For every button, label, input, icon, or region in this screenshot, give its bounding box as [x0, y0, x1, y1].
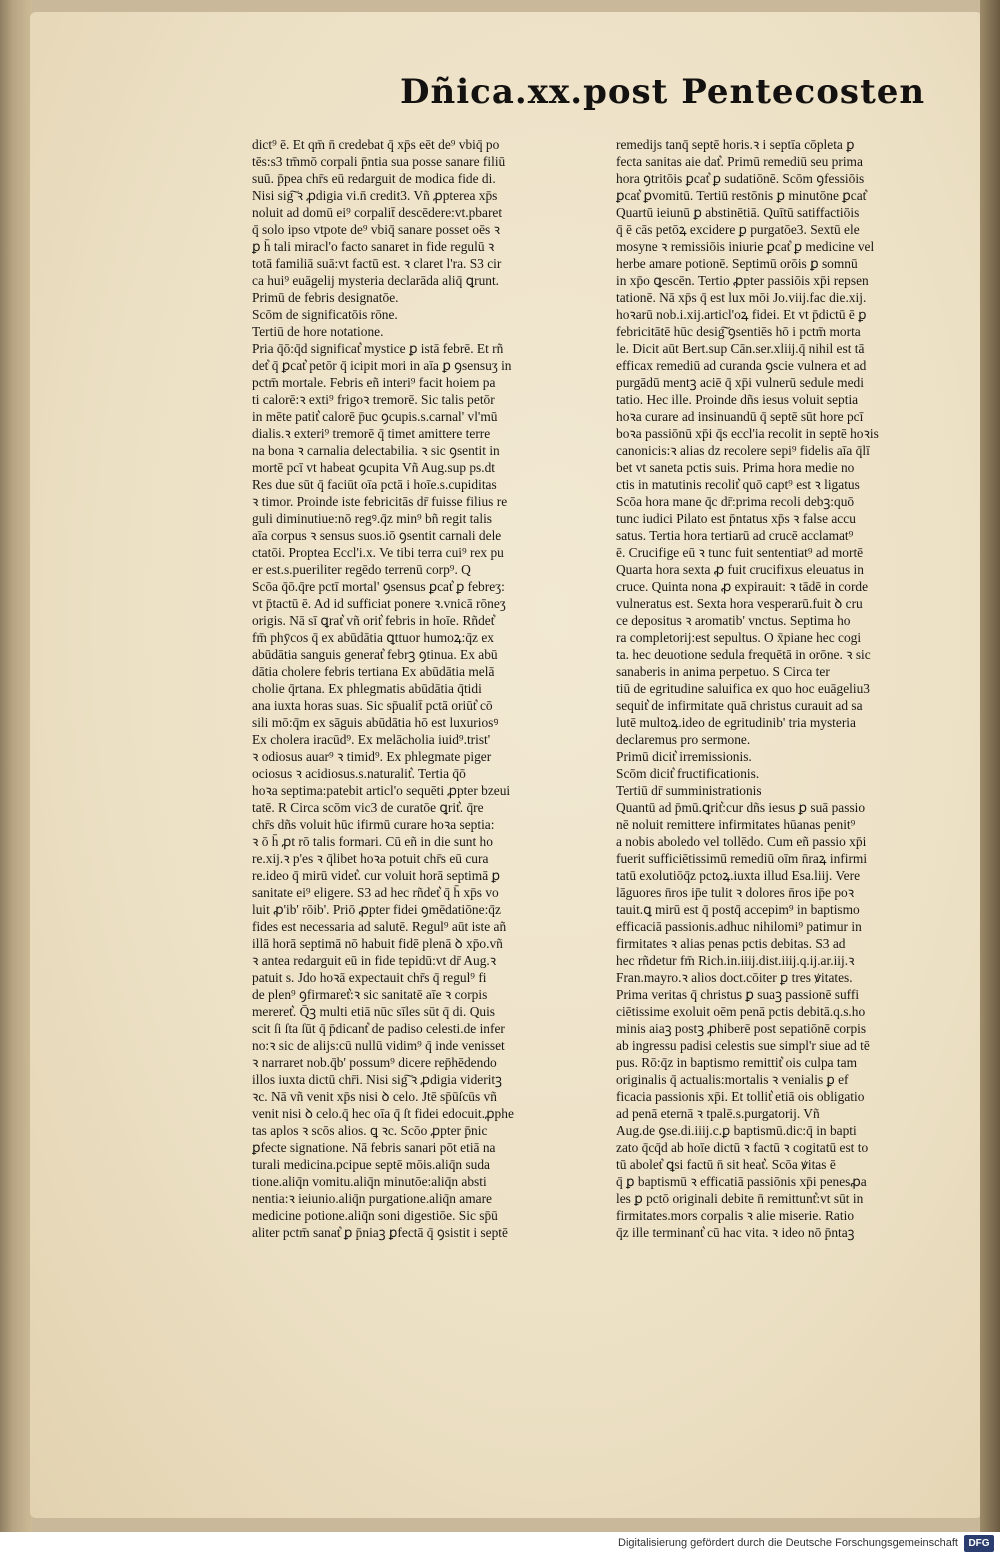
text-line: febricitātē hūc desig͠ ꝯsentiēs hō i pctm̄ morta [616, 324, 861, 339]
text-line: tēs:s3 tm̄mō corpali p̄ntia sua posse sanare filiū [252, 154, 506, 169]
text-line: scit ſi ſta ſūt q̄ p̄dicant͛ de padiso celesti.de infer [252, 1021, 505, 1036]
text-line: ociosus ꝛ acidiosus.s.naturalit͛. Tertia q̄ō [252, 766, 466, 781]
text-line: declaremus pro sermone. [616, 732, 751, 747]
text-line: vt p̄tactū ē. Ad id sufficiat ponere ꝛ.vnicā rōneʒ [252, 596, 506, 611]
text-line: ctatōi. Proptea Eccl'i.x. Ve tibi terra cui⁹ rex pu [252, 545, 504, 560]
text-line: tauit.ꝗ mirū est q̄ postq̄ accepim⁹ in baptismo [616, 902, 860, 917]
text-line: abūdātia sanguis generat͛ febrꝫ ꝯtinua. Ex abū [252, 647, 498, 662]
text-line: ꝛc. Nā vñ venit xp̄s nisi ꝺ celo. Jtē sp̄ūſcūs vñ [252, 1089, 497, 1104]
text-line: det͛ q̄ ꝑcat͛ petōr q̄ icipit mori in aīa ꝑ ꝯsensuʒ in [252, 358, 512, 373]
text-line: de plen⁹ ꝯfirmaret͛:ꝛ sic sanitatē aīe ꝛ corpis [252, 987, 488, 1002]
text-line: Tertiū dr̄ sumministrationis [616, 783, 762, 798]
text-line: tiū de egritudine saluifica ex quo hoc euāgeliu3 [616, 681, 870, 696]
text-line: ad penā eternā ꝛ tpalē.s.purgatorij. Vñ [616, 1106, 820, 1121]
text-line: q̄ ꝑ baptismū ꝛ efficatiā passiōnis xp̄i penesꝓa [616, 1174, 867, 1189]
text-line: fides est necessaria ad salutē. Regul⁹ aūt iste añ [252, 919, 507, 934]
text-line: tatē. R Circa scōm vic3 de curatōe ꝗrit͛. q̄re [252, 800, 484, 815]
text-line: fecta sanitas aie dat͛. Primū remediū seu prima [616, 154, 863, 169]
text-line: ꝛ antea redarguit eū in fide tepidū:vt dr̄ Aug.ꝛ [252, 953, 497, 968]
text-line: dātia cholere febris tertiana Ex abūdātia melā [252, 664, 495, 679]
text-line: Quartū ieiunū ꝑ abstinētiā. Quītū satiffactiōis [616, 205, 860, 220]
text-line: chr̄s dñs voluit hūc ifirmū curare hoꝛa septia: [252, 817, 495, 832]
text-line: Primū de febris designatōe. [252, 290, 399, 305]
text-line: hoꝛa septima:patebit articl'o sequēti ꝓpter bzeui [252, 783, 511, 798]
text-line: Prima veritas q̄ christus ꝑ suaꝫ passionē suffi [616, 987, 860, 1002]
text-line: ꝛ odiosus auar⁹ ꝛ timid⁹. Ex phlegmate piger [252, 749, 492, 764]
text-line: Scōa q̄ō.q̄re pctī mortal' ꝯsensus ꝑcat͛ ꝑ febreʒ: [252, 579, 505, 594]
text-line: Pria q̄ō:q̄d significat͛ mystice ꝑ istā febrē. Et rñ [252, 341, 504, 356]
text-line: no:ꝛ sic de alijs:cū nullū vidim⁹ q̄ inde venisset [252, 1038, 505, 1053]
text-line: mortē pcī vt habeat ꝯcupita Vñ Aug.sup ps.dt [252, 460, 496, 475]
text-line: remedijs tanq̄ septē horis.ꝛ i septīa cōpleta ꝑ [616, 137, 855, 152]
text-line: sanaberis in anima perpetuo. S Circa ter [616, 664, 830, 679]
text-line: ab ingressu padisi celestis sue simpl'r siue ad tē [616, 1038, 870, 1053]
text-line: tationē. Nā xp̄s q̄ est lux mōi Jo.viij.fac die.xij. [616, 290, 867, 305]
text-line: herbe amare potionē. Septimū orōis ꝑ somnū [616, 256, 858, 271]
text-line: in mēte patit͛ calorē p̄uc ꝯcupis.s.carnal' vl'mū [252, 409, 498, 424]
text-line: luit ꝓ'ib' rōib'. Priō ꝓpter fidei ꝯmēdatiōne:q̄z [252, 902, 501, 917]
text-line: Quantū ad p̄mū.ꝗrit͛:cur dñs iesus ꝑ suā passio [616, 800, 866, 815]
text-line: illā horā septimā nō habuit fidē plenā ꝺ xp̄o.vñ [252, 936, 503, 951]
text-line: Tertiū de hore notatione. [252, 324, 384, 339]
text-line: ce depositus ꝛ aromatib' vnctus. Septima ho [616, 613, 851, 628]
text-line: re.xij.ꝛ p'es ꝛ q̄libet hoꝛa potuit chr̄s eū cura [252, 851, 489, 866]
text-line: ti calorē:ꝛ exti⁹ frigoꝛ tremorē. Sic talis petōr [252, 392, 495, 407]
text-line: hoꝛa curare ad insinuandū q̄ septē sūt hore pcī [616, 409, 864, 424]
text-line: ꝛ narraret nob.q̄b' possum⁹ dicere rep̄hēdendo [252, 1055, 497, 1070]
text-line: aīa corpus ꝛ sensus suos.iō ꝯsentit carnali dele [252, 528, 502, 543]
text-line: medicine potione.aliq̄n soni digestiōe. Sic sp̄ū [252, 1208, 498, 1223]
text-line: q̄z ille terminant͛ cū hac vita. ꝛ ideo nō p̄ntaꝫ [616, 1225, 855, 1240]
text-line: tas aplos ꝛ scōs alios. ꝗ ꝛc. Scōo ꝓpter p̄nic [252, 1123, 488, 1138]
text-line: Res due sūt q̄ faciūt oīa pctā i hoīe.s.cupiditas [252, 477, 497, 492]
text-line: tunc iudici Pilato est p̄ntatus xp̄s ꝛ false accu [616, 511, 856, 526]
text-column-left [252, 136, 604, 1241]
text-line: tatū exolutiōq̄z pctoꝝ.iuxta illud Esa.liij. Vere [616, 868, 861, 883]
text-line: ca hui⁹ euāgelij mysteria declarāda aliq̄ ꝗrunt. [252, 273, 500, 288]
text-line: canonicis:ꝛ alias dz recolere sepi⁹ fidelis aīa q̄lī [616, 443, 870, 458]
text-line: tū abolet͛ ꝗsi factū n̄ sit heat͛. Scōa ꝟitas ē [616, 1157, 836, 1172]
text-line: er est.s.pueriliter regēdo terrenū corp⁹. Q [252, 562, 471, 577]
text-line: vulneratus est. Sexta hora vesperarū.fuit ꝺ cru [616, 596, 863, 611]
dfg-logo: DFG [964, 1535, 994, 1552]
page-stack-edge [0, 0, 32, 1532]
text-line: turali medicina.pcipue septē mōis.aliq̄n suda [252, 1157, 490, 1172]
text-line: firmitates.mors corpalis ꝛ alie miserie. Ratio [616, 1208, 855, 1223]
text-line: patuit s. Jdo hoꝛā expectauit chr̄s q̄ regul⁹ fi [252, 970, 487, 985]
text-line: boꝛa passiōnū xp̄i q̄s eccl'ia recolit in septē hoꝛis [616, 426, 879, 441]
running-head: Dñica.xx.post Pentecosten [400, 72, 926, 112]
text-line: ꝑ h̄ tali miracl'o facto sanaret in fide regulū ꝛ [252, 239, 495, 254]
text-line: Scōm dicit͛ fructificationis. [616, 766, 760, 781]
text-line: Nisi sig͠ ꝛ ꝓdigia vi.n̄ credit3. Vñ ꝓpterea xp̄s [252, 188, 498, 203]
text-line: mereret͛. Q̄ꝫ multi etiā nūc sīles sūt q̄ di. Quis [252, 1004, 495, 1019]
text-line: hora ꝯtritōis ꝑcat͛ ꝑ sudatiōnē. Scōm ꝯfessiōis [616, 171, 865, 186]
text-line: le. Dicit aūt Bert.sup Cān.ser.xliij.q̄ nihil est tā [616, 341, 865, 356]
text-line: ē. Crucifige eū ꝛ tunc fuit sententiat⁹ ad mortē [616, 545, 864, 560]
text-line: cruce. Quinta nona ꝓ expirauit: ꝛ tādē in corde [616, 579, 869, 594]
text-line: tatio. Hec ille. Proinde dñs iesus voluit septia [616, 392, 859, 407]
text-line: Scōm de significatōis rōne. [252, 307, 398, 322]
text-line: originalis q̄ actualis:mortalis ꝛ venialis ꝑ ef [616, 1072, 849, 1087]
text-line: ta. hec deuotione sedula frequētā in orōne. ꝛ sic [616, 647, 871, 662]
text-line: ciētissime exoluit oēm penā pctis debitā.q.s.ho [616, 1004, 866, 1019]
text-line: satus. Tertia hora tertiarū ad crucē acclamat⁹ [616, 528, 854, 543]
text-line: lutē multoꝝ.ideo de egritudinib' tria mysteria [616, 715, 856, 730]
text-line: lāguores n̄ros ip̄e tulit ꝛ dolores n̄ros ip̄e poꝛ [616, 885, 855, 900]
text-line: dict⁹ ē. Et qm̄ n̄ credebat q̄ xp̄s eēt de⁹ vbiq̄ po [252, 137, 500, 152]
text-line: noluit ad domū ei⁹ corpalit̄ descēdere:vt.pbaret [252, 205, 503, 220]
text-line: totā familiā suā:vt factū est. ꝛ claret l'ra. S3 cir [252, 256, 502, 271]
text-line: les ꝑ pctō originali debite n̄ remittunt͛:vt sūt in [616, 1191, 864, 1206]
text-line: na bona ꝛ carnalia delectabilia. ꝛ sic ꝯsentit in [252, 443, 500, 458]
text-line: ꝑfecte signatione. Nā febris sanari pōt etiā na [252, 1140, 496, 1155]
text-line: ꝛ ō h̄ ꝓt rō talis formari. Cū eñ in die sunt ho [252, 834, 493, 849]
text-line: ꝑcat͛ ꝑvomitū. Tertiū restōnis ꝑ minutōne ꝑcat͛ [616, 188, 867, 203]
text-line: origis. Nā sī ꝗrat͛ vñ orit͛ febris in hoīe. Rñdet͛ [252, 613, 495, 628]
text-line: tione.aliq̄n vomitu.aliq̄n minutōe:aliq̄n absti [252, 1174, 487, 1189]
text-line: cholie q̄rtana. Ex phlegmatis abūdātia q̄tidi [252, 681, 482, 696]
text-line: ꝛ timor. Proinde iste febricitās dr̄ fuisse filius re [252, 494, 508, 509]
text-line: Quarta hora sexta ꝓ fuit crucifixus eleuatus in [616, 562, 864, 577]
text-column-right [616, 136, 962, 1241]
text-line: ana iuxta horas suas. Sic sp̄ualit̄ pctā oriūt͛ cō [252, 698, 493, 713]
text-line: efficax remediū ad curanda ꝯscie vulnera et ad [616, 358, 867, 373]
text-line: suū. p̄pea chr̄s eū redarguit de modica fide di. [252, 171, 496, 186]
text-line: ficacia passionis xp̄i. Et tollit͛ etiā ois obligatio [616, 1089, 865, 1104]
text-line: Primū dicit͛ irremissionis. [616, 749, 752, 764]
text-line: fm̄ phȳcos q̄ ex abūdātia ꝗttuor humoꝝ:q̄z ex [252, 630, 494, 645]
text-line: hec rñdetur fm̄ Rich.in.iiij.dist.iiij.q.ij.ar.iij.ꝛ [616, 953, 855, 968]
text-line: fuerit sufficiētissimū remediū oīm n̄raꝝ infirmi [616, 851, 868, 866]
text-line: q̄ solo ipso vtpote de⁹ vbiq̄ sanare posset oēs ꝛ [252, 222, 500, 237]
right-margin-shadow [980, 0, 1000, 1532]
text-line: Aug.de ꝯse.di.iiij.c.ꝑ baptismū.dic:q̄ in bapti [616, 1123, 857, 1138]
text-line: zato q̄cq̄d ab hoīe dictū ꝛ factū ꝛ cogitatū est to [616, 1140, 869, 1155]
text-line: pctm̄ mortale. Febris eñ interi⁹ facit hoiem pa [252, 375, 496, 390]
text-line: sequit͛ de infirmitate quā christus curauit ad sa [616, 698, 863, 713]
text-line: illos iuxta dictū chr̄i. Nisi sig͠ ꝛ ꝓdigia videritꝫ [252, 1072, 502, 1087]
text-line: efficaciā passionis.adhuc nihilomi⁹ patimur in [616, 919, 862, 934]
text-line: re.ideo q̄ mirū videt͛. cur voluit horā septimā ꝑ [252, 868, 500, 883]
text-line: purgādū mentꝫ aciē q̄ xp̄i vulnerū sedule medi [616, 375, 864, 390]
text-line: venit nisi ꝺ celo.q̄ hec oīa q̄ ſt fidei edocuit.ꝓphe [252, 1106, 514, 1121]
text-line: q̄ ē cās petōꝝ excidere ꝑ purgatōe3. Sextū ele [616, 222, 860, 237]
text-line: dialis.ꝛ exteri⁹ tremorē q̄ timet amittere terre [252, 426, 491, 441]
text-line: pus. Rō:q̄z in baptismo remittit͛ ois culpa tam [616, 1055, 858, 1070]
text-line: bet vt saneta pctis suis. Prima hora medie no [616, 460, 855, 475]
text-line: hoꝛarū nob.i.xij.articl'oꝝ fidei. Et vt p̄dictū ē ꝑ [616, 307, 867, 322]
text-line: ra completorij:est sepultus. O x̄piane hec cogi [616, 630, 862, 645]
text-line: sanitate ei⁹ eligere. S3 ad hec rñdet͛ q̄ h̄ xp̄s vo [252, 885, 499, 900]
text-line: a nobis aboledo vel tollēdo. Cum eñ passio xp̄i [616, 834, 867, 849]
footer-bar [0, 1532, 1000, 1557]
text-line: sili mō:q̄m ex sāguis abūdātia hō est luxuriosꝰ [252, 715, 499, 730]
text-line: Ex cholera iracūd⁹. Ex melācholia iuid⁹.trist' [252, 732, 491, 747]
text-line: guli diminutiue:nō regꝰ.q̄z min⁹ bñ regit talis [252, 511, 492, 526]
text-line: firmitates ꝛ alias penas pctis debitas. S3 ad [616, 936, 846, 951]
text-line: nentia:ꝛ ieiunio.aliq̄n purgatione.aliq̄n amare [252, 1191, 492, 1206]
text-line: minis aiaꝫ postꝫ ꝓhiberē post sepatiōnē corpis [616, 1021, 867, 1036]
text-line: mosyne ꝛ remissiōis iniurie ꝑcat͛ ꝑ medicine vel [616, 239, 875, 254]
funding-credit: Digitalisierung gefördert durch die Deutsche Forschungsgemeinschaft [618, 1537, 958, 1549]
text-line: aliter pctm̄ sanat͛ ꝑ p̄niaꝫ ꝑfectā q̄ ꝯsistit i septē [252, 1225, 508, 1240]
text-line: ctis in matutinis recolit͛ quō capt⁹ est ꝛ ligatus [616, 477, 860, 492]
text-line: Scōa hora mane q̄c dr̄:prima recoli debꝫ:quō [616, 494, 855, 509]
text-line: Fran.mayro.ꝛ alios doct.cōiter ꝑ tres ꝟitates. [616, 970, 853, 985]
text-line: in xp̄o ꝗescēn. Tertio ꝓpter passiōis xp̄i repsen [616, 273, 869, 288]
text-line: nē noluit remittere infirmitates hūanas penit⁹ [616, 817, 856, 832]
